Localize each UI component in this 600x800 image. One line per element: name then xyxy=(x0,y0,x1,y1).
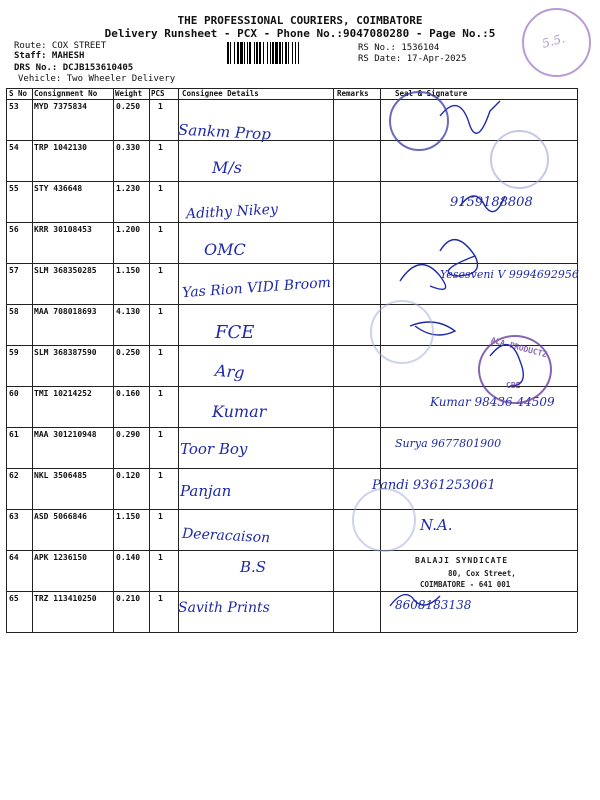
cell-consignment: TRP 1042130 xyxy=(34,143,87,152)
top-right-stamp xyxy=(522,8,591,77)
signature-scribble xyxy=(440,240,478,276)
rs-number: RS No.: 1536104 xyxy=(358,43,440,53)
handwriting-signature: N.A. xyxy=(420,516,453,534)
cell-pcs: 1 xyxy=(158,307,163,316)
barcode-bar xyxy=(244,42,245,64)
cell-pcs: 1 xyxy=(158,471,163,480)
table-column-divider xyxy=(32,88,33,632)
faint-seal-stamp xyxy=(490,130,549,189)
company-title: THE PROFESSIONAL COURIERS, COIMBATORE xyxy=(177,14,423,27)
handwriting-consignee: B.S xyxy=(240,558,267,576)
cell-sno: 63 xyxy=(9,512,19,521)
handwriting-consignee: Sankm Prop xyxy=(177,120,272,144)
cell-pcs: 1 xyxy=(158,553,163,562)
cell-sno: 56 xyxy=(9,225,19,234)
signature-scribble xyxy=(440,101,500,133)
cell-consignment: TMI 10214252 xyxy=(34,389,92,398)
top-right-mark: 5.5. xyxy=(540,31,567,51)
cell-consignment: MAA 708018693 xyxy=(34,307,97,316)
cell-pcs: 1 xyxy=(158,430,163,439)
cell-pcs: 1 xyxy=(158,389,163,398)
barcode-bar xyxy=(254,42,255,64)
cell-weight: 0.290 xyxy=(116,430,141,439)
barcode-bar xyxy=(298,42,299,64)
barcode-bar xyxy=(275,42,278,64)
handwriting-consignee: Adithy Nikey xyxy=(185,201,279,223)
cell-weight: 1.200 xyxy=(116,225,141,234)
barcode-bar xyxy=(285,42,287,64)
cell-weight: 0.250 xyxy=(116,348,141,357)
cell-weight: 0.210 xyxy=(116,594,141,603)
table-row-divider xyxy=(6,632,577,633)
cell-weight: 0.140 xyxy=(116,553,141,562)
barcode-bar xyxy=(292,42,293,64)
rs-date: RS Date: 17-Apr-2025 xyxy=(358,54,467,64)
handwriting-consignee: Yas Rion VIDI Broom xyxy=(181,274,332,302)
cell-weight: 0.120 xyxy=(116,471,141,480)
vehicle-label: Vehicle: Two Wheeler Delivery xyxy=(18,74,176,84)
cell-sno: 53 xyxy=(9,102,19,111)
handwriting-consignee: Arg xyxy=(214,360,246,383)
handwriting-signature: 9159188808 xyxy=(450,195,533,210)
cell-pcs: 1 xyxy=(158,102,163,111)
barcode-bar xyxy=(256,42,258,64)
barcode-bar xyxy=(288,42,289,64)
cell-consignment: STY 436648 xyxy=(34,184,83,193)
cell-pcs: 1 xyxy=(158,594,163,603)
cell-sno: 54 xyxy=(9,143,19,152)
handwriting-consignee: Panjan xyxy=(180,482,232,500)
handwriting-consignee: Deeracaison xyxy=(181,525,271,547)
cell-weight: 0.330 xyxy=(116,143,141,152)
cell-weight: 4.130 xyxy=(116,307,141,316)
handwriting-consignee: FCE xyxy=(215,322,255,343)
cell-pcs: 1 xyxy=(158,225,163,234)
staff-label: Staff: MAHESH xyxy=(14,51,85,61)
cell-sno: 60 xyxy=(9,389,19,398)
handwriting-consignee: Toor Boy xyxy=(180,440,248,458)
cell-consignment: APK 1236150 xyxy=(34,553,87,562)
cell-sno: 61 xyxy=(9,430,19,439)
handwriting-consignee: Savith Prints xyxy=(178,600,270,616)
table-column-divider xyxy=(6,88,7,632)
barcode xyxy=(227,42,352,64)
cell-sno: 62 xyxy=(9,471,19,480)
cell-consignment: MYD 7375834 xyxy=(34,102,87,111)
cell-sno: 58 xyxy=(9,307,19,316)
cell-pcs: 1 xyxy=(158,512,163,521)
barcode-bar xyxy=(259,42,261,64)
barcode-bar xyxy=(249,42,251,64)
cell-consignment: SLM 368387590 xyxy=(34,348,97,357)
handwriting-signature: Surya 9677801900 xyxy=(395,437,502,450)
table-column-divider xyxy=(333,88,334,632)
col-header-remarks: Remarks xyxy=(337,89,369,98)
courier-seal-stamp xyxy=(389,91,449,151)
drs-number: DRS No.: DCJB153610405 xyxy=(14,63,134,73)
cell-pcs: 1 xyxy=(158,348,163,357)
handwriting-consignee: Kumar xyxy=(212,402,267,421)
col-header-consignment: Consignment No xyxy=(34,89,98,98)
col-header-pcs: PCS xyxy=(151,89,165,98)
signature-scribble xyxy=(460,196,505,212)
cell-consignment: KRR 30108453 xyxy=(34,225,92,234)
cell-sno: 55 xyxy=(9,184,19,193)
barcode-graphic xyxy=(227,42,352,64)
barcode-bar xyxy=(227,42,229,64)
col-header-seal-signature: Seal & Signature xyxy=(395,89,468,98)
ala-products-stamp xyxy=(478,335,552,404)
cell-weight: 1.150 xyxy=(116,512,141,521)
barcode-bar xyxy=(237,42,239,64)
cell-pcs: 1 xyxy=(158,143,163,152)
barcode-bar xyxy=(240,42,243,64)
cell-weight: 0.250 xyxy=(116,102,141,111)
barcode-bar xyxy=(270,42,271,64)
barcode-bar xyxy=(263,42,264,64)
handwriting-consignee: M/s xyxy=(212,158,242,177)
balaji-stamp-line2: 80, Cox Street, xyxy=(448,569,516,578)
cell-sno: 59 xyxy=(9,348,19,357)
ala-cbe-text: CBE xyxy=(506,381,521,390)
barcode-bar xyxy=(234,42,235,64)
handwriting-signature: Yesesveni V 9994692956 xyxy=(440,268,579,281)
table-column-divider xyxy=(113,88,114,632)
route-label: Route: COX STREET xyxy=(14,41,107,51)
cell-consignment: SLM 368350285 xyxy=(34,266,97,275)
cell-weight: 1.230 xyxy=(116,184,141,193)
cell-pcs: 1 xyxy=(158,184,163,193)
cell-consignment: NKL 3506485 xyxy=(34,471,87,480)
cell-sno: 64 xyxy=(9,553,19,562)
cell-weight: 0.160 xyxy=(116,389,141,398)
handwriting-consignee: OMC xyxy=(204,240,246,259)
cell-sno: 57 xyxy=(9,266,19,275)
handwriting-signature: Kumar 98436 44509 xyxy=(430,395,555,409)
ala-products-text: ALA PRODUCTZ xyxy=(489,335,548,360)
col-header-consignee: Consignee Details xyxy=(182,89,259,98)
handwriting-signature: Pandi 9361253061 xyxy=(372,478,496,493)
faint-seal-stamp xyxy=(352,488,416,552)
cell-pcs: 1 xyxy=(158,266,163,275)
barcode-bar xyxy=(230,42,231,64)
signature-scribble xyxy=(400,265,446,290)
faint-seal-stamp xyxy=(370,300,434,364)
col-header-weight: Weight xyxy=(115,89,143,98)
cell-consignment: MAA 301210948 xyxy=(34,430,97,439)
barcode-bar xyxy=(272,42,274,64)
runsheet-subtitle: Delivery Runsheet - PCX - Phone No.:9047080280 - Page No.:5 xyxy=(104,27,496,40)
table-column-divider xyxy=(149,88,150,632)
balaji-stamp-line3: COIMBATORE - 641 001 xyxy=(420,580,511,589)
table-column-divider xyxy=(178,88,179,632)
barcode-bar xyxy=(279,42,281,64)
cell-consignment: TRZ 113410250 xyxy=(34,594,97,603)
signature-scribble xyxy=(390,595,440,606)
col-header-sno: S No xyxy=(9,89,28,98)
handwriting-signature: 8608183138 xyxy=(395,598,472,612)
barcode-bar xyxy=(247,42,248,64)
cell-consignment: ASD 5066846 xyxy=(34,512,87,521)
cell-sno: 65 xyxy=(9,594,19,603)
balaji-stamp-line1: BALAJI SYNDICATE xyxy=(415,556,509,565)
barcode-bar xyxy=(282,42,283,64)
barcode-bar xyxy=(295,42,296,64)
barcode-bar xyxy=(267,42,268,64)
cell-weight: 1.150 xyxy=(116,266,141,275)
